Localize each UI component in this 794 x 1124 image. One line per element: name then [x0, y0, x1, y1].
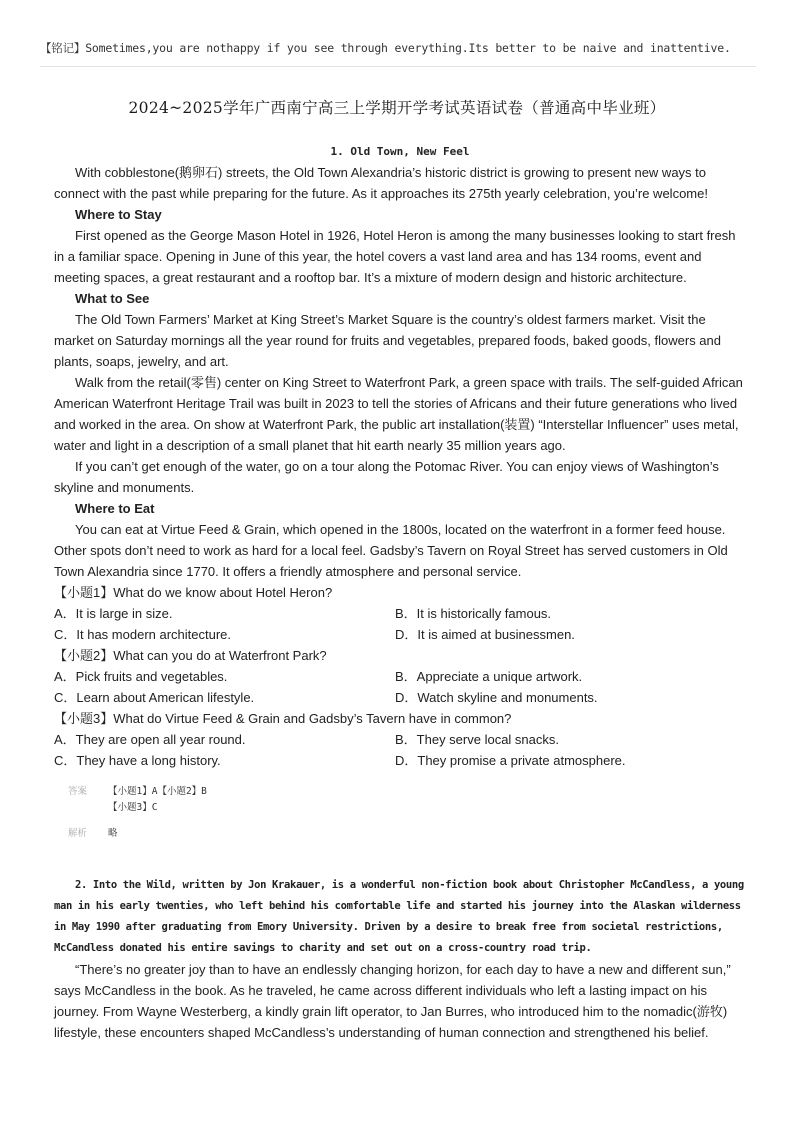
- section-text-see-2: Walk from the retail(零售) center on King Street to Waterfront Park, a green space with trails. The self-guided African American Waterfront Heritage Trail was built in 2023 to tell the stories of Africans and their future generations who lived and worked in the area. On show at Waterfront Park, the public art installation(装置) “Interstellar Influencer” uses metal, water and light in a description of a small planet that hit earth nearly 35 million years ago.: [54, 375, 743, 453]
- option-b: B．They serve local snacks.: [395, 732, 560, 747]
- document-body: [54, 142, 746, 1043]
- section-text-see-1: The Old Town Farmers’ Market at King Street’s Market Square is the country’s oldest farmers market. Visit the market on Saturday mornings all the year round for fruits and vegetables, prepared foods, baked goods, flowers and plants, soaps, jewelry, and art.: [54, 312, 721, 369]
- section-heading-stay: Where to Stay: [75, 207, 162, 222]
- section-heading-see: What to See: [75, 291, 150, 306]
- header-divider: [40, 66, 756, 67]
- question-options: [54, 729, 746, 771]
- question-stem: 【小题3】What do Virtue Feed & Grain and Gadsby’s Tavern have in common?: [54, 711, 512, 726]
- option-b: B．Appreciate a unique artwork.: [395, 669, 583, 684]
- option-a: A．It is large in size.: [54, 606, 173, 621]
- option-a: A．They are open all year round.: [54, 732, 246, 747]
- section-text-eat: You can eat at Virtue Feed & Grain, which opened in the 1800s, located on the waterfront in a former feed house. Other spots don’t need to work as hard for a local feel. Gadsby’s Tavern on Royal Street has served customers in Old Town Alexandria since 1770. It offers a friendly atmosphere and personal service.: [54, 522, 728, 579]
- question-options: [54, 666, 746, 708]
- passage-1-intro: With cobblestone(鹅卵石) streets, the Old Town Alexandria’s historic district is growing to present new ways to connect with the past while preparing for the future. As it approaches its 275th yearly celebration, you’re welcome!: [54, 165, 708, 201]
- question-2: [54, 645, 746, 708]
- option-d: D．They promise a private atmosphere.: [395, 753, 626, 768]
- section-text-stay: First opened as the George Mason Hotel in 1926, Hotel Heron is among the many businesses looking to start fresh in a familiar space. Opening in June of this year, the hotel covers a vast land area and has 134 rooms, event and meeting spaces, a great restaurant and a rooftop bar. It’s a mixture of modern design and historic architecture.: [54, 228, 736, 285]
- page-title: 2024~2025学年广西南宁高三上学期开学考试英语试卷（普通高中毕业班）: [128, 99, 666, 117]
- answer-section: [68, 784, 746, 842]
- passage-1-title: 1. Old Town, New Feel: [330, 145, 470, 158]
- header-motto: 【铭记】Sometimes,you are nothappy if you see through everything.Its better to be naive and inattentive.: [40, 41, 731, 55]
- question-stem: 【小题2】What can you do at Waterfront Park?: [54, 648, 327, 663]
- option-c: C．Learn about American lifestyle.: [54, 690, 255, 705]
- question-stem: 【小题1】What do we know about Hotel Heron?: [54, 585, 333, 600]
- answer-values: [108, 784, 746, 816]
- option-d: D．It is aimed at businessmen.: [395, 627, 575, 642]
- answer-row: [68, 784, 746, 816]
- question-1: [54, 582, 746, 645]
- passage-2-paragraph-1: “There’s no greater joy than to have an endlessly changing horizon, for each day to have a new and different sun,” says McCandless in the book. As he traveled, he came across different individuals who left a lasting impact on his journey. From Wayne Westerberg, a kindly grain lift operator, to Jan Burres, who introduced him to the nomadic(游牧) lifestyle, these encounters shaped McCandless’s understanding of human connection and strengthened his belief.: [54, 962, 731, 1040]
- section-text-see-3: If you can’t get enough of the water, go on a tour along the Potomac River. You can enjoy views of Washington’s skyline and monuments.: [54, 459, 719, 495]
- answer-line-2: 【小题3】C: [108, 802, 158, 813]
- option-a: A．Pick fruits and vegetables.: [54, 669, 228, 684]
- answer-line-1: 【小题1】A【小题2】B: [108, 786, 207, 797]
- analysis-text: 略: [108, 828, 118, 839]
- section-heading-eat: Where to Eat: [75, 501, 155, 516]
- option-c: C．It has modern architecture.: [54, 627, 232, 642]
- answer-label: 答案: [68, 786, 88, 797]
- passage-2: [54, 875, 746, 1043]
- question-3: [54, 708, 746, 771]
- option-d: D．Watch skyline and monuments.: [395, 690, 598, 705]
- option-c: C．They have a long history.: [54, 753, 221, 768]
- passage-2-lead: 2. Into the Wild, written by Jon Krakauer, is a wonderful non-fiction book about Christopher McCandless, a young man in his early twenties, who left behind his comfortable life and started his journey into the Alaskan wilderness in May 1990 after graduating from Emory University. Driven by a desire to break free from societal restrictions, McCandless donated his entire savings to charity and set out on a cross-country road trip.: [54, 879, 744, 954]
- question-options: [54, 603, 746, 645]
- analysis-row: [68, 826, 746, 842]
- option-b: B．It is historically famous.: [395, 606, 552, 621]
- analysis-label: 解析: [68, 828, 88, 839]
